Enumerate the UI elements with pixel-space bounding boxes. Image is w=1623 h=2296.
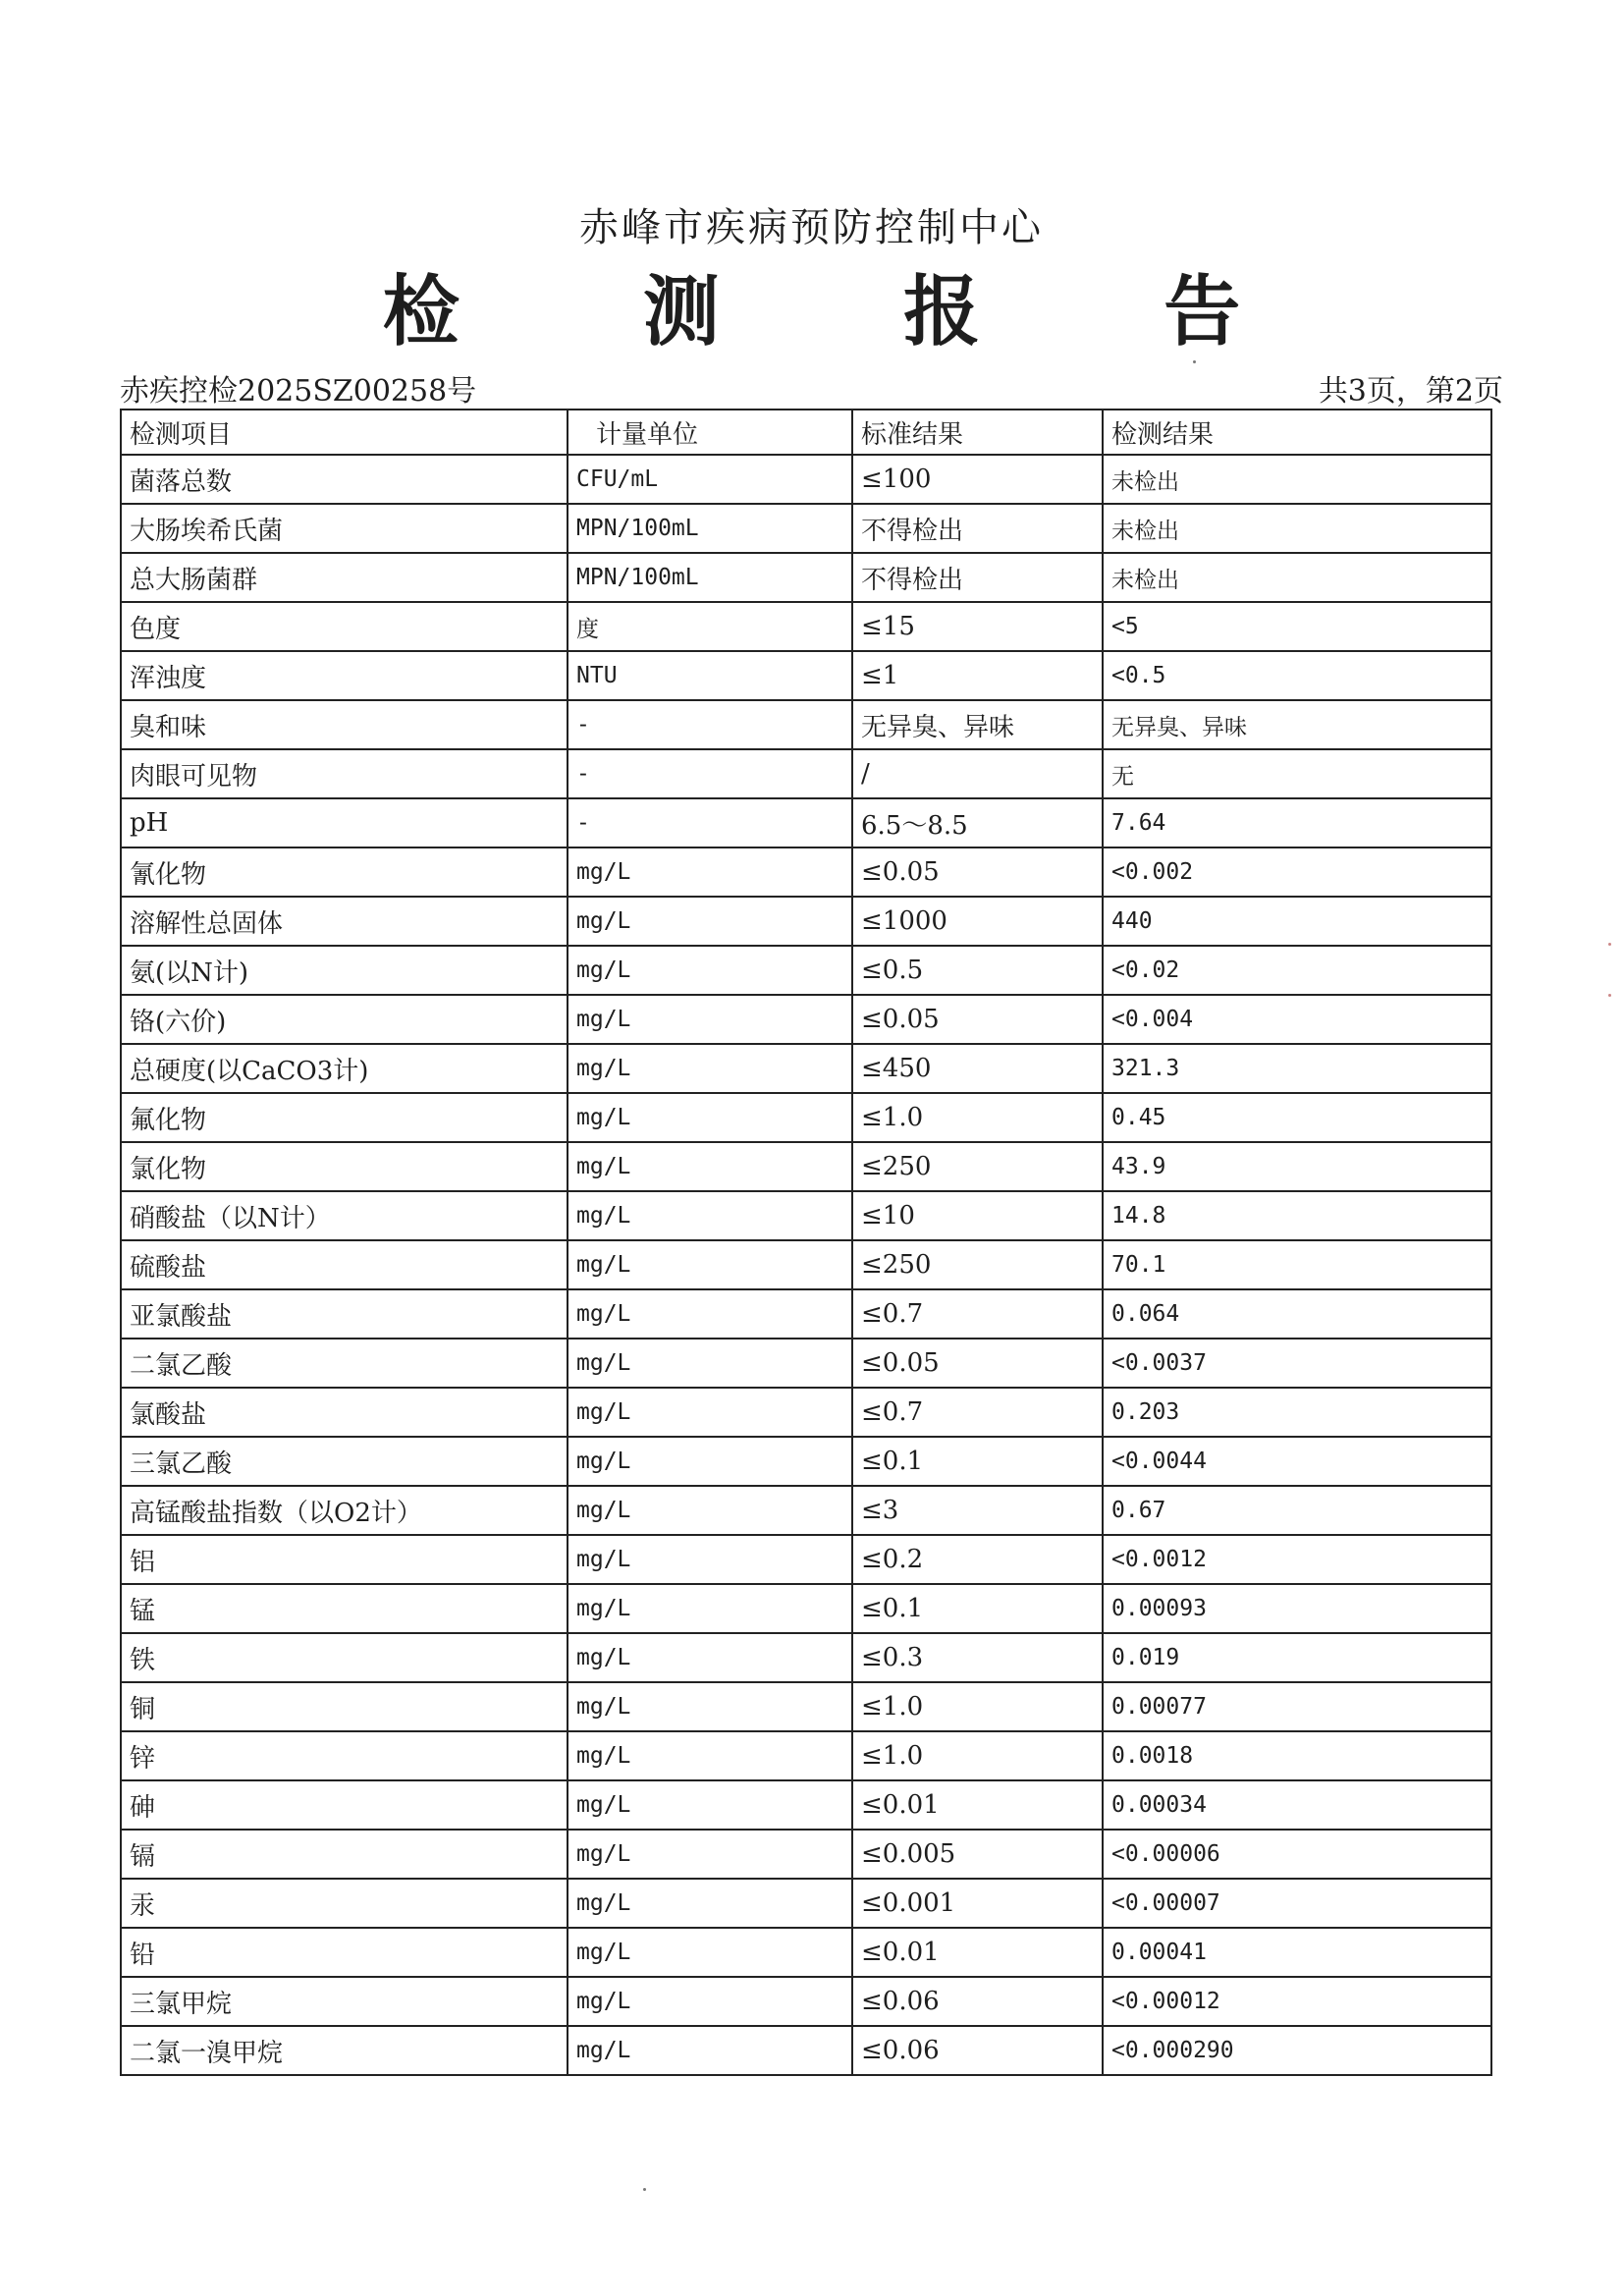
- cell-standard-limit: ≤1.0: [852, 1093, 1103, 1142]
- cell-item-name: 硫酸盐: [121, 1240, 568, 1289]
- cell-item-name: 三氯乙酸: [121, 1437, 568, 1486]
- table-row: [121, 504, 1491, 553]
- table-row: [121, 602, 1491, 651]
- results-table-body: [121, 455, 1491, 2075]
- cell-standard-limit: ≤0.3: [852, 1633, 1103, 1682]
- cell-unit: mg/L: [568, 1928, 852, 1977]
- cell-result-value: <0.0044: [1103, 1437, 1491, 1486]
- column-header-result: 检测结果: [1103, 410, 1491, 455]
- table-row: [121, 1486, 1491, 1535]
- cell-standard-limit: ≤0.1: [852, 1584, 1103, 1633]
- cell-result-value: 无异臭、异味: [1103, 700, 1491, 749]
- cell-item-name: 肉眼可见物: [121, 749, 568, 798]
- cell-item-name: 总硬度(以CaCO3计): [121, 1044, 568, 1093]
- results-table: [120, 409, 1492, 2076]
- cell-unit: mg/L: [568, 1486, 852, 1535]
- cell-standard-limit: ≤450: [852, 1044, 1103, 1093]
- table-row: [121, 1339, 1491, 1388]
- report-number: 赤疾控检2025SZ00258号: [120, 374, 477, 409]
- cell-unit: mg/L: [568, 1289, 852, 1339]
- cell-item-name: 砷: [121, 1780, 568, 1830]
- cell-item-name: 汞: [121, 1879, 568, 1928]
- cell-standard-limit: ≤10: [852, 1191, 1103, 1240]
- scan-speck: [1193, 360, 1196, 363]
- cell-item-name: 镉: [121, 1830, 568, 1879]
- cell-result-value: 0.064: [1103, 1289, 1491, 1339]
- table-row: [121, 1388, 1491, 1437]
- table-row: [121, 995, 1491, 1044]
- table-row: [121, 1879, 1491, 1928]
- cell-standard-limit: ≤0.01: [852, 1928, 1103, 1977]
- table-row: [121, 2026, 1491, 2075]
- cell-result-value: 未检出: [1103, 553, 1491, 602]
- cell-item-name: 氯化物: [121, 1142, 568, 1191]
- cell-item-name: 氨(以N计): [121, 946, 568, 995]
- cell-standard-limit: ≤250: [852, 1142, 1103, 1191]
- cell-standard-limit: /: [852, 749, 1103, 798]
- cell-unit: mg/L: [568, 1191, 852, 1240]
- table-row: [121, 1044, 1491, 1093]
- cell-item-name: 氯酸盐: [121, 1388, 568, 1437]
- scan-speck: [643, 2188, 646, 2191]
- table-row: [121, 798, 1491, 847]
- cell-result-value: <0.00006: [1103, 1830, 1491, 1879]
- table-row: [121, 1633, 1491, 1682]
- column-header-item: 检测项目: [121, 410, 568, 455]
- table-row: [121, 1977, 1491, 2026]
- cell-result-value: 7.64: [1103, 798, 1491, 847]
- organization-name: 赤峰市疾病预防控制中心: [579, 205, 1044, 250]
- cell-item-name: 三氯甲烷: [121, 1977, 568, 2026]
- cell-result-value: <0.0012: [1103, 1535, 1491, 1584]
- cell-standard-limit: ≤1.0: [852, 1682, 1103, 1731]
- cell-result-value: 0.203: [1103, 1388, 1491, 1437]
- cell-item-name: 铜: [121, 1682, 568, 1731]
- cell-unit: mg/L: [568, 1879, 852, 1928]
- table-row: [121, 1584, 1491, 1633]
- cell-item-name: 铝: [121, 1535, 568, 1584]
- cell-unit: CFU/mL: [568, 455, 852, 504]
- cell-result-value: 0.0018: [1103, 1731, 1491, 1780]
- cell-unit: -: [568, 749, 852, 798]
- cell-standard-limit: 不得检出: [852, 553, 1103, 602]
- cell-standard-limit: ≤1.0: [852, 1731, 1103, 1780]
- cell-standard-limit: ≤0.05: [852, 995, 1103, 1044]
- table-row: [121, 1142, 1491, 1191]
- cell-standard-limit: ≤0.05: [852, 1339, 1103, 1388]
- cell-item-name: 菌落总数: [121, 455, 568, 504]
- cell-item-name: 二氯乙酸: [121, 1339, 568, 1388]
- cell-unit: mg/L: [568, 1731, 852, 1780]
- cell-result-value: 43.9: [1103, 1142, 1491, 1191]
- cell-item-name: 臭和味: [121, 700, 568, 749]
- cell-unit: mg/L: [568, 847, 852, 897]
- cell-result-value: <0.004: [1103, 995, 1491, 1044]
- cell-item-name: 锰: [121, 1584, 568, 1633]
- cell-unit: mg/L: [568, 1044, 852, 1093]
- cell-result-value: 0.00034: [1103, 1780, 1491, 1830]
- cell-standard-limit: ≤15: [852, 602, 1103, 651]
- cell-standard-limit: ≤3: [852, 1486, 1103, 1535]
- table-row: [121, 1928, 1491, 1977]
- cell-item-name: 浑浊度: [121, 651, 568, 700]
- cell-result-value: <5: [1103, 602, 1491, 651]
- table-header-row: [121, 410, 1491, 455]
- table-row: [121, 700, 1491, 749]
- cell-standard-limit: ≤0.05: [852, 847, 1103, 897]
- cell-item-name: 二氯一溴甲烷: [121, 2026, 568, 2075]
- cell-item-name: 铬(六价): [121, 995, 568, 1044]
- table-row: [121, 651, 1491, 700]
- cell-standard-limit: ≤0.7: [852, 1289, 1103, 1339]
- cell-result-value: <0.5: [1103, 651, 1491, 700]
- scan-speck: [1608, 994, 1611, 997]
- scan-speck: [1608, 943, 1611, 946]
- cell-item-name: 硝酸盐（以N计）: [121, 1191, 568, 1240]
- cell-unit: mg/L: [568, 1682, 852, 1731]
- cell-result-value: 0.45: [1103, 1093, 1491, 1142]
- cell-standard-limit: ≤0.7: [852, 1388, 1103, 1437]
- cell-item-name: 亚氯酸盐: [121, 1289, 568, 1339]
- cell-result-value: <0.000290: [1103, 2026, 1491, 2075]
- cell-result-value: <0.00012: [1103, 1977, 1491, 2026]
- table-row: [121, 1191, 1491, 1240]
- cell-standard-limit: ≤0.5: [852, 946, 1103, 995]
- cell-standard-limit: 6.5～8.5: [852, 798, 1103, 847]
- report-title: 检 测 报 告: [382, 267, 1320, 356]
- column-header-standard: 标准结果: [852, 410, 1103, 455]
- table-row: [121, 1289, 1491, 1339]
- cell-unit: mg/L: [568, 1535, 852, 1584]
- cell-unit: mg/L: [568, 1388, 852, 1437]
- cell-unit: mg/L: [568, 1633, 852, 1682]
- cell-standard-limit: 无异臭、异味: [852, 700, 1103, 749]
- cell-item-name: 氰化物: [121, 847, 568, 897]
- cell-standard-limit: ≤100: [852, 455, 1103, 504]
- cell-item-name: 总大肠菌群: [121, 553, 568, 602]
- cell-result-value: 321.3: [1103, 1044, 1491, 1093]
- cell-unit: -: [568, 798, 852, 847]
- cell-item-name: 大肠埃希氏菌: [121, 504, 568, 553]
- table-row: [121, 847, 1491, 897]
- cell-result-value: 0.019: [1103, 1633, 1491, 1682]
- cell-result-value: 14.8: [1103, 1191, 1491, 1240]
- cell-result-value: <0.02: [1103, 946, 1491, 995]
- cell-result-value: 无: [1103, 749, 1491, 798]
- cell-unit: mg/L: [568, 1584, 852, 1633]
- cell-unit: MPN/100mL: [568, 504, 852, 553]
- cell-standard-limit: ≤250: [852, 1240, 1103, 1289]
- cell-item-name: pH: [121, 798, 568, 847]
- cell-unit: mg/L: [568, 1240, 852, 1289]
- cell-item-name: 氟化物: [121, 1093, 568, 1142]
- cell-item-name: 铁: [121, 1633, 568, 1682]
- table-row: [121, 1093, 1491, 1142]
- cell-item-name: 高锰酸盐指数（以O2计）: [121, 1486, 568, 1535]
- column-header-unit: 计量单位: [568, 410, 852, 455]
- cell-unit: mg/L: [568, 1780, 852, 1830]
- cell-standard-limit: ≤0.01: [852, 1780, 1103, 1830]
- table-row: [121, 1780, 1491, 1830]
- cell-unit: mg/L: [568, 897, 852, 946]
- table-row: [121, 1830, 1491, 1879]
- cell-item-name: 色度: [121, 602, 568, 651]
- cell-unit: mg/L: [568, 1093, 852, 1142]
- table-row: [121, 749, 1491, 798]
- cell-result-value: <0.00007: [1103, 1879, 1491, 1928]
- cell-result-value: 0.00041: [1103, 1928, 1491, 1977]
- cell-standard-limit: ≤0.06: [852, 2026, 1103, 2075]
- cell-unit: mg/L: [568, 1830, 852, 1879]
- page-info: 共3页，第2页: [1318, 374, 1503, 409]
- cell-unit: 度: [568, 602, 852, 651]
- table-row: [121, 1437, 1491, 1486]
- cell-result-value: 未检出: [1103, 504, 1491, 553]
- table-row: [121, 455, 1491, 504]
- cell-result-value: 0.00077: [1103, 1682, 1491, 1731]
- table-row: [121, 1240, 1491, 1289]
- cell-standard-limit: ≤0.2: [852, 1535, 1103, 1584]
- cell-unit: mg/L: [568, 1977, 852, 2026]
- table-row: [121, 1535, 1491, 1584]
- cell-result-value: 440: [1103, 897, 1491, 946]
- cell-standard-limit: ≤1000: [852, 897, 1103, 946]
- table-row: [121, 1682, 1491, 1731]
- cell-item-name: 锌: [121, 1731, 568, 1780]
- cell-result-value: 0.67: [1103, 1486, 1491, 1535]
- cell-item-name: 溶解性总固体: [121, 897, 568, 946]
- cell-unit: mg/L: [568, 995, 852, 1044]
- cell-unit: -: [568, 700, 852, 749]
- cell-item-name: 铅: [121, 1928, 568, 1977]
- cell-standard-limit: ≤0.06: [852, 1977, 1103, 2026]
- cell-result-value: 未检出: [1103, 455, 1491, 504]
- table-row: [121, 897, 1491, 946]
- cell-unit: NTU: [568, 651, 852, 700]
- cell-standard-limit: ≤0.1: [852, 1437, 1103, 1486]
- cell-result-value: <0.0037: [1103, 1339, 1491, 1388]
- table-row: [121, 946, 1491, 995]
- cell-result-value: 0.00093: [1103, 1584, 1491, 1633]
- cell-standard-limit: ≤0.005: [852, 1830, 1103, 1879]
- cell-result-value: <0.002: [1103, 847, 1491, 897]
- cell-result-value: 70.1: [1103, 1240, 1491, 1289]
- cell-unit: mg/L: [568, 1437, 852, 1486]
- cell-unit: mg/L: [568, 1339, 852, 1388]
- cell-standard-limit: ≤0.001: [852, 1879, 1103, 1928]
- table-row: [121, 553, 1491, 602]
- cell-unit: mg/L: [568, 1142, 852, 1191]
- table-row: [121, 1731, 1491, 1780]
- cell-standard-limit: ≤1: [852, 651, 1103, 700]
- cell-unit: MPN/100mL: [568, 553, 852, 602]
- cell-unit: mg/L: [568, 2026, 852, 2075]
- cell-unit: mg/L: [568, 946, 852, 995]
- cell-standard-limit: 不得检出: [852, 504, 1103, 553]
